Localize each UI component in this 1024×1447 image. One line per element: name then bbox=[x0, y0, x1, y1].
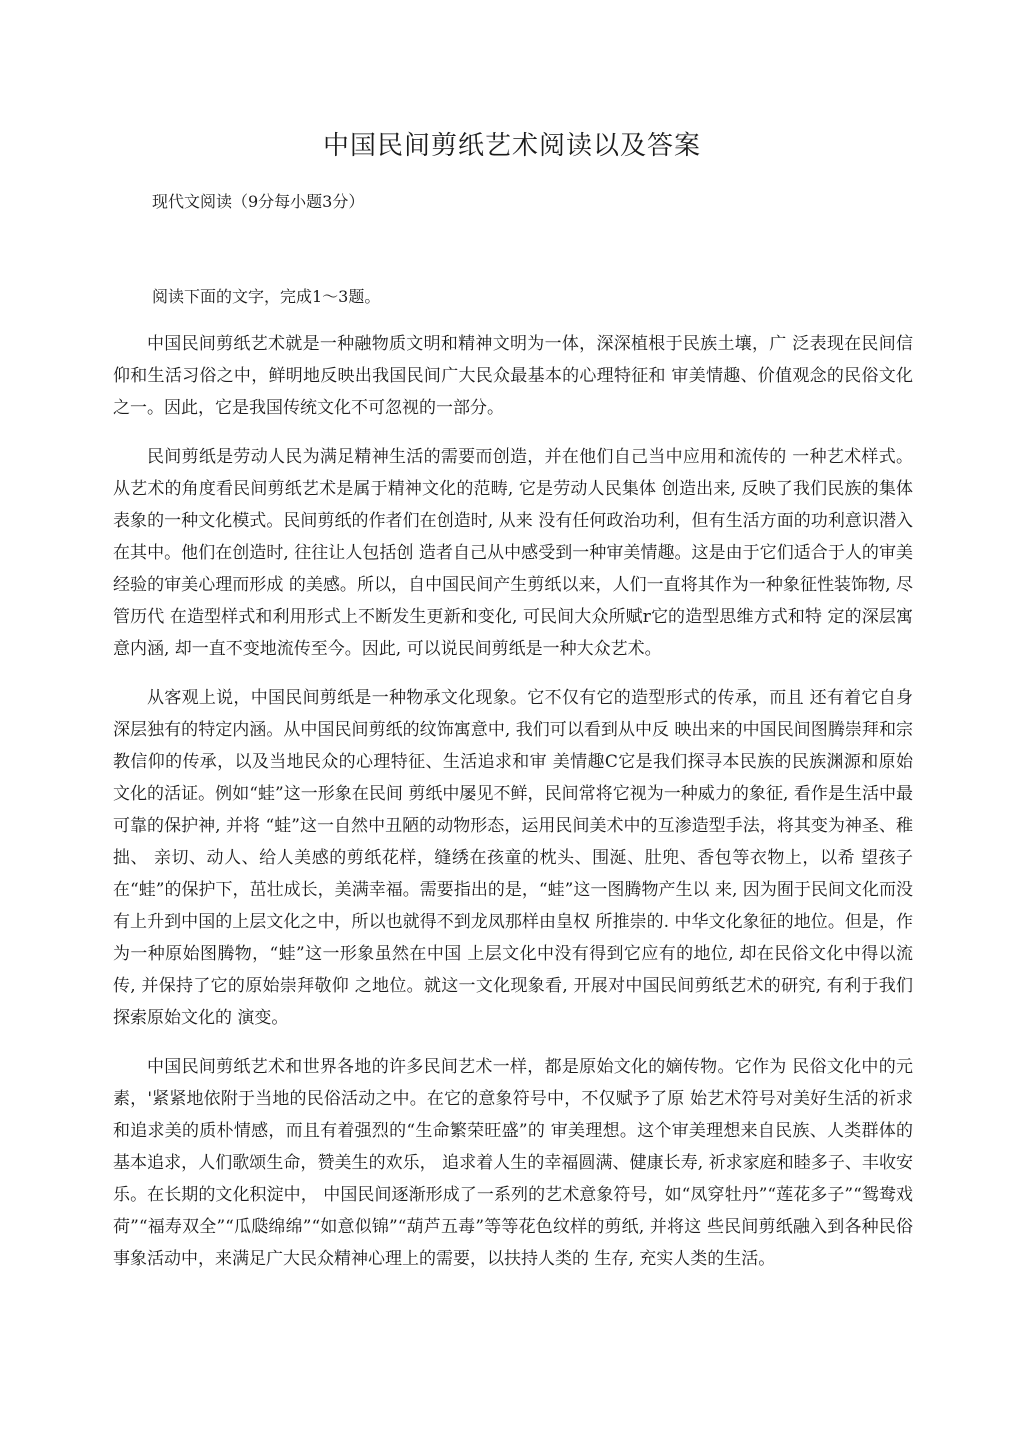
reading-instruction: 阅读下面的文字，完成1～3题。 bbox=[152, 287, 381, 306]
document-title: 中国民间剪纸艺术阅读以及答案 bbox=[322, 131, 701, 161]
article-body bbox=[113, 328, 913, 1292]
paragraph-4: 中国民间剪纸艺术和世界各地的许多民间艺术一样，都是原始文化的嫡传物。它作为 民俗文化中的元素，'紧紧地依附于当地的民俗活动之中。在它的意象符号中，不仅赋予了原 始艺术符号对美好生活的祈求和追求美的质朴情感，而且有着强烈的“生命繁荣旺盛”的 审美理想。这个审美理想来自民族、人类群体的基本追求，人们歌颂生命，赞美生的欢乐， 追求着人生的幸福圆满、健康长寿, 祈求家庭和睦多子、丰收安乐。在长期的文化积淀中， 中国民间逐渐形成了一系列的艺术意象符号，如“凤穿牡丹”“莲花多子”“鸳鸯戏 荷”“福寿双全”“瓜瓞绵绵”“如意似锦”“葫芦五毒”等等花色纹样的剪纸, 并将这 些民间剪纸融入到各种民俗事象活动中，来满足广大民众精神心理上的需要，以扶持人类的 生存, 充实人类的生活。 bbox=[113, 1057, 913, 1269]
paragraph-1: 中国民间剪纸艺术就是一种融物质文明和精神文明为一体，深深植根于民族土壤，广 泛表现在民间信仰和生活习俗之中，鲜明地反映出我国民间广大民众最基本的心理特征和 审美情趣、价值观念的民俗文化之一。因此，它是我国传统文化不可忽视的一部分。 bbox=[113, 334, 913, 418]
paragraph-3: 从客观上说，中国民间剪纸是一种物承文化现象。它不仅有它的造型形式的传承，而且 还有着它自身深层独有的特定内涵。从中国民间剪纸的纹饰寓意中, 我们可以看到从中反 映出来的中国民间图腾崇拜和宗教信仰的传承，以及当地民众的心理特征、生活追求和审 美情趣C它是我们探寻本民族的民族渊源和原始文化的活证。例如“蛙”这一形象在民间 剪纸中屡见不鲜，民间常将它视为一种威力的象征, 看作是生活中最可靠的保护神, 并将 “蛙”这一自然中丑陋的动物形态，运用民间美术中的互渗造型手法，将其变为神圣、稚拙、 亲切、动人、给人美感的剪纸花样，缝绣在孩童的枕头、围涎、肚兜、香包等衣物上，以希 望孩子在“蛙”的保护下，茁壮成长，美满幸福。需要指出的是，“蛙”这一图腾物产生以 来, 因为囿于民间文化而没有上升到中国的上层文化之中，所以也就得不到龙凤那样由皇权 所推崇的. 中华文化象征的地位。但是，作为一种原始图腾物，“蛙”这一形象虽然在中国 上层文化中没有得到它应有的地位, 却在民俗文化中得以流传, 并保持了它的原始崇拜敬仰 之地位。就这一文化现象看, 开展对中国民间剪纸艺术的研究, 有利于我们探索原始文化的 演变。 bbox=[113, 688, 913, 1028]
paragraph-2: 民间剪纸是劳动人民为满足精神生活的需要而创造，并在他们自己当中应用和流传的 一种艺术样式。从艺术的角度看民间剪纸艺术是属于精神文化的范畴, 它是劳动人民集体 创造出来, 反映了我们民族的集体表象的一种文化模式。民间剪纸的作者们在创造时, 从来 没有任何政治功利，但有生活方面的功利意识潜入在其中。他们在创造时, 往往让人包括创 造者自己从中感受到一种审美情趣。这是由于它们适合于人的审美经验的审美心理而形成 的美感。所以，自中国民间产生剪纸以来，人们一直将其作为一种象征性装饰物, 尽管历代 在造型样式和利用形式上不断发生更新和变化, 可民间大众所赋r它的造型思维方式和特 定的深层寓意内涵, 却一直不变地流传至今。因此, 可以说民间剪纸是一种大众艺术。 bbox=[113, 447, 913, 659]
section-heading: 现代文阅读（9分每小题3分） bbox=[152, 192, 365, 211]
